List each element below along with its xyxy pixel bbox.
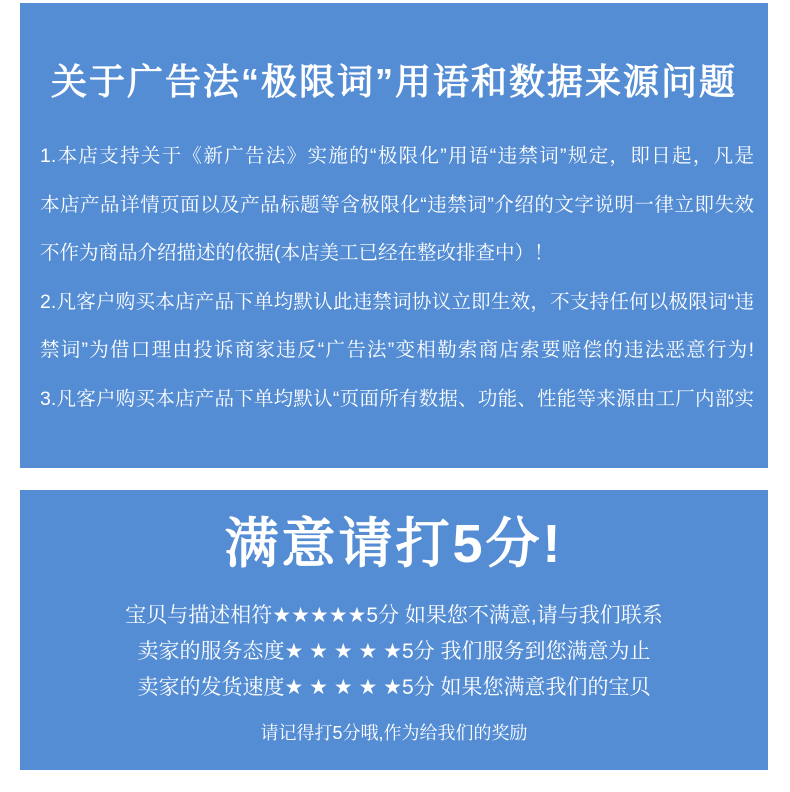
disclaimer-line-1: 1.本店支持关于《新广告法》实施的“极限化”用语“违禁词”规定，即日起，凡是 xyxy=(40,145,754,167)
disclaimer-title: 关于广告法“极限词”用语和数据来源问题 xyxy=(50,61,737,102)
rating-line-description: 宝贝与描述相符★★★★★5分 如果您不满意,请与我们联系 xyxy=(125,604,663,627)
rating-line-shipping: 卖家的发货速度★ ★ ★ ★ ★5分 如果您满意我们的宝贝 xyxy=(137,676,651,699)
advertising-law-disclaimer-panel xyxy=(20,3,768,468)
disclaimer-line-5: 禁词”为借口理由投诉商家违反“广告法”变相勒索商店索要赔偿的违法恶意行为! xyxy=(40,339,754,361)
rating-line-service: 卖家的服务态度★ ★ ★ ★ ★5分 我们服务到您满意为止 xyxy=(137,640,651,663)
rating-title: 满意请打5分! xyxy=(224,514,564,574)
disclaimer-body xyxy=(20,132,768,423)
five-star-rating-panel xyxy=(20,490,768,770)
rating-lines xyxy=(20,598,768,706)
disclaimer-line-6: 3.凡客户购买本店产品下单均默认“页面所有数据、功能、性能等来源由工厂内部实 xyxy=(40,387,754,410)
disclaimer-line-4: 2.凡客户购买本店产品下单均默认此违禁词协议立即生效，不支持任何以极限词“违 xyxy=(40,290,754,313)
rating-footer-note: 请记得打5分哦,作为给我们的奖励 xyxy=(260,723,528,743)
disclaimer-line-3: 不作为商品介绍描述的依据(本店美工已经在整改排查中）！ xyxy=(40,242,554,264)
disclaimer-line-2: 本店产品详情页面以及产品标题等含极限化“违禁词”介绍的文字说明一律立即失效 xyxy=(40,193,754,216)
